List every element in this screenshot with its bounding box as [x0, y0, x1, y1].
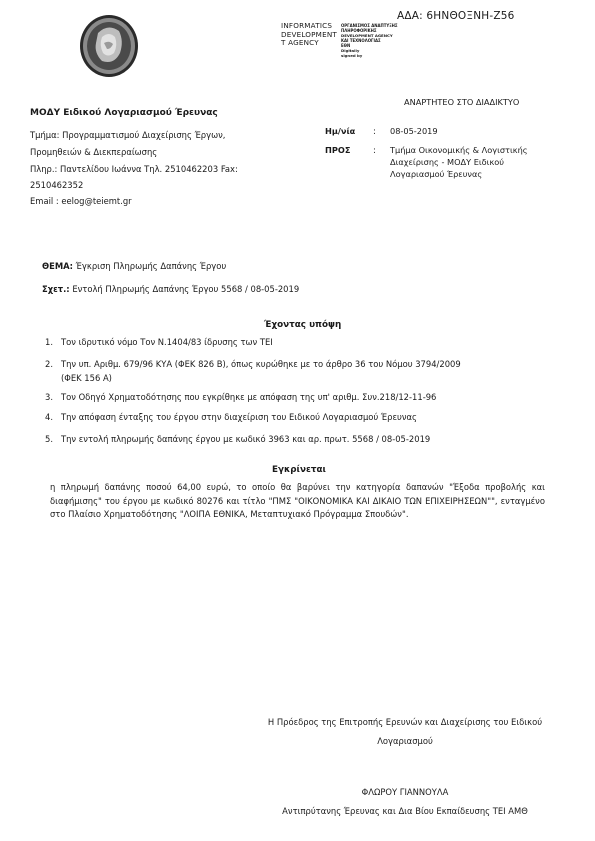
to-value-line-2: Διαχείρισης - ΜΟΔΥ Ειδικού — [390, 157, 505, 167]
considering-item-number: 4. — [45, 412, 53, 422]
agency-line-3: T AGENCY — [281, 38, 319, 48]
considering-item-text: Τον Οδηγό Χρηματοδότησης που εγκρίθηκε με απόφαση της υπ' αριθμ. Συν.218/12-11-96 — [61, 392, 437, 402]
considering-item-number: 1. — [45, 337, 53, 347]
stamp-line: Digitally — [341, 48, 360, 53]
decision-heading: Εγκρίνεται — [272, 465, 326, 475]
agency-signature-label — [281, 22, 337, 48]
date-value: 08-05-2019 — [390, 126, 438, 136]
considering-item-number: 5. — [45, 434, 53, 444]
ada-code: ΑΔΑ: 6ΗΝΘΟΞΝΗ-Ζ56 — [397, 10, 515, 22]
considering-item-number: 3. — [45, 392, 53, 402]
publish-online-note: ΑΝΑΡΤΗΤΕΟ ΣΤΟ ΔΙΑΔΙΚΤΥΟ — [404, 97, 520, 107]
institution-seal-logo — [78, 13, 140, 79]
considering-item-text-cont: (ΦΕΚ 156 Α) — [61, 373, 112, 383]
agency-line-2: DEVELOPMENT — [281, 29, 337, 39]
sender-email[interactable]: Email : eelog@teiemt.gr — [30, 196, 132, 206]
sender-info: Πληρ.: Παντελίδου Ιωάννα Τηλ. 2510462203 Fax: — [30, 164, 238, 174]
stamp-line: ΕΘΝ — [341, 43, 351, 48]
sender-dept: Τμήμα: Προγραμματισμού Διαχείρισης Έργων, — [30, 130, 226, 140]
signatory-name: ΦΛΩΡΟΥ ΓΙΑΝΝΟΥΛΑ — [361, 787, 449, 797]
considering-item-text: Τον ιδρυτικό νόμο Τον Ν.1404/83 ίδρυσης των ΤΕΙ — [61, 337, 273, 347]
reference-label: Σχετ.: — [42, 284, 70, 294]
subject-line — [42, 261, 226, 271]
reference-line — [42, 284, 299, 294]
sender-fax: 2510462352 — [30, 180, 84, 190]
digital-signature-stamp — [341, 23, 398, 58]
stamp-line: ΚΑΙ ΤΕΧΝΟΛΟΓΙΑΣ — [341, 38, 381, 43]
considering-item-text: Την απόφαση ένταξης του έργου στην διαχείριση του Ειδικού Λογαριασμού Έρευνας — [61, 412, 417, 422]
decision-text: η πληρωμή δαπάνης ποσού 64,00 ευρώ, το οποίο θα βαρύνει την κατηγορία δαπανών "Έξοδα προβολής και διαφήμισης" του έργου με κωδικό 80276 και τίτλο "ΠΜΣ "ΟΙΚΟΝΟΜΙΚΑ ΚΑΙ ΔΙΚΑΙΟ ΤΩΝ ΕΠΙΧΕΙΡΗΣΕΩΝ"", ενταγμένο στο Πλαίσιο Χρηματοδότησης "ΛΟΙΠΑ ΕΘΝΙΚΑ, Μεταπτυχιακό Πρόγραμμα Σπουδών". — [50, 482, 545, 519]
stamp-line: DEVELOPMENT AGENCY — [341, 33, 393, 38]
considering-item-text: Την εντολή πληρωμής δαπάνης έργου με κωδικό 3963 και αρ. πρωτ. 5568 / 08-05-2019 — [61, 434, 431, 444]
stamp-line: signed by — [341, 53, 363, 58]
to-value-line-3: Λογαριασμού Έρευνας — [390, 169, 483, 179]
considering-item-text: Την υπ. Αριθμ. 679/96 ΚΥΑ (ΦΕΚ 826 Β), όπως κυρώθηκε με το άρθρο 36 του Νόμου 3794/2009 — [61, 359, 461, 369]
sender-dept-2: Προμηθειών & Διεκπεραίωσης — [30, 147, 158, 157]
signatory-role-2: Λογαριασμού — [377, 736, 433, 746]
considering-item-number: 2. — [45, 359, 53, 369]
date-label: Ημ/νία — [325, 126, 356, 136]
stamp-line: ΟΡΓΑΝΙΣΜΟΣ ΑΝΑΠΤΥΞΗΣ — [341, 23, 398, 28]
agency-line-1: INFORMATICS — [281, 21, 333, 30]
considering-heading: Έχοντας υπόψη — [264, 320, 342, 330]
reference-text: Εντολή Πληρωμής Δαπάνης Έργου 5568 / 08-05-2019 — [69, 284, 300, 294]
stamp-line: ΠΛΗΡΟΦΟΡΙΚΗΣ — [341, 28, 377, 33]
to-separator: : — [373, 145, 376, 155]
signatory-position: Αντιπρύτανης Έρευνας και Δια Βίου Εκπαίδευσης ΤΕΙ ΑΜΘ — [282, 806, 528, 816]
signatory-role-1: Η Πρόεδρος της Επιτροπής Ερευνών και Διαχείρισης του Ειδικού — [267, 717, 543, 727]
subject-text: Έγκριση Πληρωμής Δαπάνης Έργου — [73, 261, 227, 271]
to-label: ΠΡΟΣ — [325, 145, 351, 155]
to-value-line-1: Τμήμα Οικονομικής & Λογιστικής — [390, 145, 528, 155]
org-title: ΜΟΔΥ Ειδικού Λογαριασμού Έρευνας — [30, 108, 218, 118]
date-separator: : — [373, 126, 376, 136]
subject-label: ΘΕΜΑ: — [42, 261, 74, 271]
